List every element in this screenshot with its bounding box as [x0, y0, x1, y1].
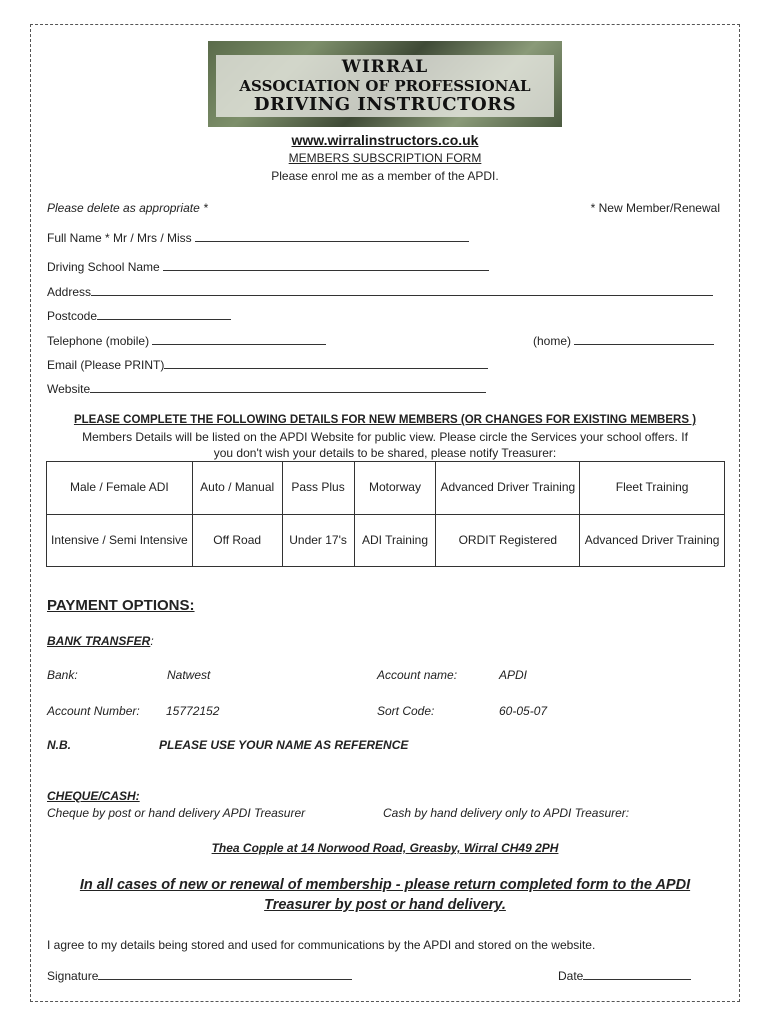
website-link[interactable]: www.wirralinstructors.co.uk — [291, 132, 479, 148]
bank-transfer-heading: BANK TRANSFER: — [47, 634, 154, 648]
form-title: MEMBERS SUBSCRIPTION FORM — [288, 151, 482, 165]
cheque-text: Cheque by post or hand delivery APDI Treasurer — [47, 806, 306, 820]
member-type-option[interactable]: * New Member/Renewal — [590, 201, 720, 215]
bank-transfer-label: BANK TRANSFER — [47, 634, 151, 648]
signature-line[interactable] — [98, 968, 352, 980]
treasurer-address: Thea Copple at 14 Norwood Road, Greasby, Wirral CH49 2PH — [211, 841, 559, 855]
account-name-label: Account name: — [377, 668, 458, 682]
service-advanced-driver-training-2[interactable]: Advanced Driver Training — [580, 514, 725, 567]
service-male-female-adi[interactable]: Male / Female ADI — [47, 462, 193, 515]
service-motorway[interactable]: Motorway — [354, 462, 436, 515]
telephone-mobile-label: Telephone (mobile) — [47, 334, 150, 348]
services-row — [47, 514, 725, 567]
service-pass-plus[interactable]: Pass Plus — [282, 462, 354, 515]
enrol-text: Please enrol me as a member of the APDI. — [271, 169, 499, 183]
signature-label: Signature — [47, 969, 99, 983]
service-auto-manual[interactable]: Auto / Manual — [192, 462, 282, 515]
driving-school-label: Driving School Name — [47, 260, 160, 274]
telephone-home-field[interactable] — [533, 333, 714, 348]
address-field[interactable] — [47, 284, 713, 299]
delete-note: Please delete as appropriate * — [47, 201, 208, 215]
email-line[interactable] — [164, 357, 488, 369]
email-field[interactable] — [47, 357, 488, 372]
date-line[interactable] — [583, 968, 691, 980]
service-adi-training[interactable]: ADI Training — [354, 514, 436, 567]
address-line[interactable] — [91, 284, 713, 296]
details-note-line-2: you don't wish your details to be shared, please notify Treasurer: — [213, 446, 557, 460]
postcode-label: Postcode — [47, 309, 98, 323]
telephone-mobile-field[interactable] — [47, 333, 326, 348]
full-name-line[interactable] — [195, 230, 469, 242]
account-name-value: APDI — [499, 668, 528, 682]
driving-school-line[interactable] — [163, 259, 489, 271]
driving-school-field[interactable] — [47, 259, 489, 274]
bank-label: Bank: — [47, 668, 78, 682]
logo-line-2: ASSOCIATION OF PROFESSIONAL — [239, 77, 531, 95]
service-under-17s[interactable]: Under 17's — [282, 514, 354, 567]
full-name-field[interactable] — [47, 230, 469, 245]
website-line[interactable] — [90, 381, 486, 393]
return-instruction-line-2: Treasurer by post or hand delivery. — [264, 897, 506, 913]
date-label: Date — [558, 969, 584, 983]
email-label: Email (Please PRINT) — [47, 358, 165, 372]
signature-field[interactable] — [47, 968, 352, 983]
services-table — [46, 461, 725, 567]
account-number-label: Account Number: — [47, 704, 140, 718]
date-field[interactable] — [558, 968, 691, 983]
website-label: Website — [47, 382, 91, 396]
service-off-road[interactable]: Off Road — [192, 514, 282, 567]
telephone-home-line[interactable] — [574, 333, 714, 345]
payment-options-heading: PAYMENT OPTIONS: — [47, 597, 195, 614]
cheque-cash-heading: CHEQUE/CASH: — [47, 789, 140, 803]
wirral-apdi-logo — [208, 41, 562, 127]
services-row — [47, 462, 725, 515]
sort-code-value: 60-05-07 — [499, 704, 548, 718]
logo-line-3: DRIVING INSTRUCTORS — [253, 94, 517, 115]
sort-code-label: Sort Code: — [377, 704, 435, 718]
service-fleet-training[interactable]: Fleet Training — [580, 462, 725, 515]
service-intensive[interactable]: Intensive / Semi Intensive — [47, 514, 193, 567]
nb-label: N.B. — [47, 738, 71, 752]
details-heading: PLEASE COMPLETE THE FOLLOWING DETAILS FOR NEW MEMBERS (OR CHANGES FOR EXISTING MEMBERS ) — [73, 414, 697, 426]
consent-text: I agree to my details being stored and used for communications by the APDI and stored on the website. — [47, 938, 596, 952]
postcode-line[interactable] — [97, 308, 231, 320]
service-advanced-driver-training[interactable]: Advanced Driver Training — [436, 462, 580, 515]
nb-text: PLEASE USE YOUR NAME AS REFERENCE — [159, 738, 409, 752]
details-note-line-1: Members Details will be listed on the APDI Website for public view. Please circle the Services your school offers. If — [82, 430, 688, 444]
postcode-field[interactable] — [47, 308, 231, 323]
logo-line-1: WIRRAL — [341, 57, 429, 77]
address-label: Address — [47, 285, 92, 299]
telephone-mobile-line[interactable] — [152, 333, 326, 345]
full-name-label: Full Name * Mr / Mrs / Miss — [47, 231, 192, 245]
return-instruction-line-1: In all cases of new or renewal of membership - please return completed form to the APDI — [79, 877, 691, 893]
service-ordit-registered[interactable]: ORDIT Registered — [436, 514, 580, 567]
telephone-home-label: (home) — [533, 334, 572, 348]
bank-value: Natwest — [167, 668, 211, 682]
account-number-value: 15772152 — [166, 704, 220, 718]
cash-text: Cash by hand delivery only to APDI Treasurer: — [383, 806, 630, 820]
website-field[interactable] — [47, 381, 486, 396]
